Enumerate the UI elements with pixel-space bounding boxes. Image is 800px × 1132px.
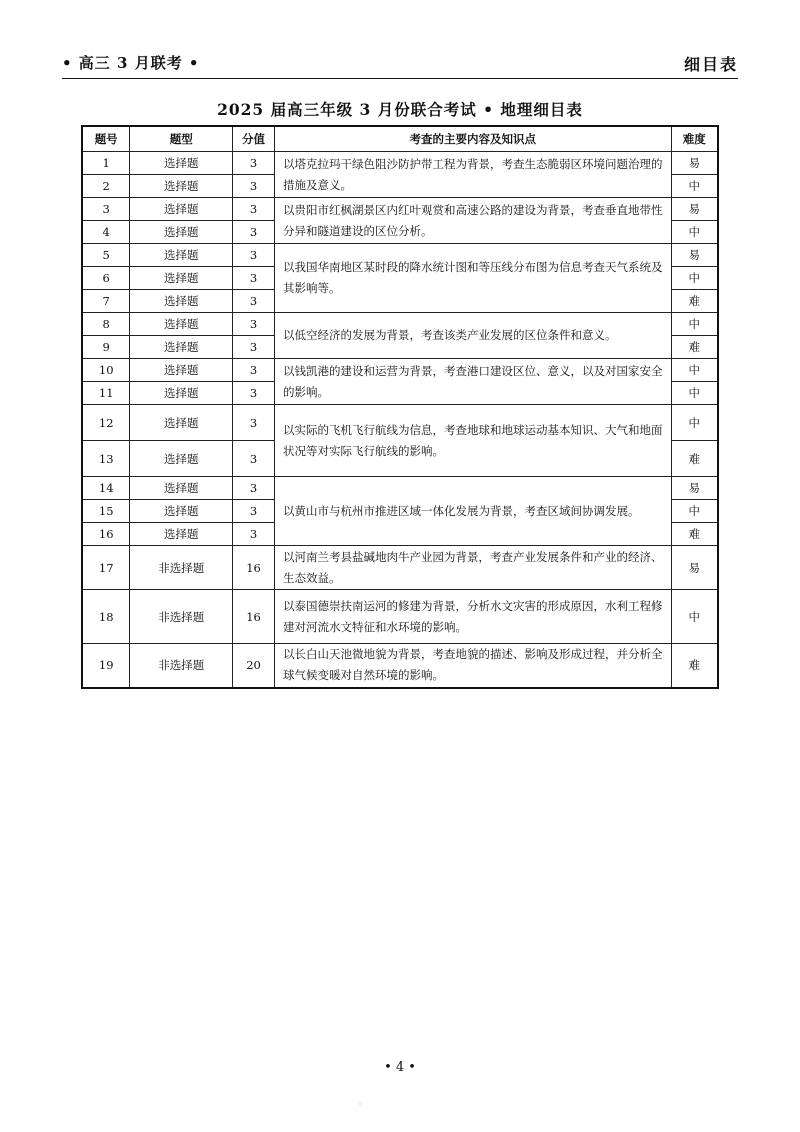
- question-difficulty: 中: [671, 500, 718, 523]
- question-type: 选择题: [130, 221, 233, 244]
- table-row: [82, 644, 718, 688]
- question-difficulty: 中: [671, 405, 718, 441]
- question-difficulty: 中: [671, 382, 718, 405]
- question-score: 3: [233, 313, 275, 336]
- question-type: 选择题: [130, 244, 233, 267]
- knowledge-content-text: 以塔克拉玛干绿色阻沙防护带工程为背景，考查生态脆弱区环境问题治理的措施及意义。: [282, 156, 663, 192]
- col-header-score: 分值: [233, 126, 275, 152]
- question-score: 3: [233, 267, 275, 290]
- question-score: 3: [233, 198, 275, 221]
- question-type: 选择题: [130, 477, 233, 500]
- question-type: 选择题: [130, 198, 233, 221]
- question-difficulty: 易: [671, 546, 718, 590]
- question-score: 3: [233, 405, 275, 441]
- table-row: [82, 405, 718, 441]
- question-score: 3: [233, 359, 275, 382]
- knowledge-content: [274, 644, 671, 688]
- question-difficulty: 中: [671, 313, 718, 336]
- knowledge-content: [274, 405, 671, 477]
- question-difficulty: 中: [671, 221, 718, 244]
- question-score: 3: [233, 441, 275, 477]
- question-number: 18: [82, 590, 130, 644]
- question-type: 选择题: [130, 359, 233, 382]
- question-type: 选择题: [130, 152, 233, 175]
- question-type: 选择题: [130, 441, 233, 477]
- question-score: 3: [233, 523, 275, 546]
- question-number: 19: [82, 644, 130, 688]
- knowledge-content: [274, 590, 671, 644]
- question-difficulty: 易: [671, 477, 718, 500]
- question-difficulty: 难: [671, 644, 718, 688]
- question-score: 3: [233, 336, 275, 359]
- question-difficulty: 难: [671, 523, 718, 546]
- question-type: 非选择题: [130, 644, 233, 688]
- question-number: 4: [82, 221, 130, 244]
- knowledge-content-text: 以钱凯港的建设和运营为背景，考查港口建设区位、意义，以及对国家安全的影响。: [282, 363, 663, 399]
- header-doc-type: 细目表: [683, 55, 738, 74]
- knowledge-content: [274, 359, 671, 405]
- table-row: [82, 152, 718, 175]
- table-row: [82, 590, 718, 644]
- question-score: 3: [233, 382, 275, 405]
- question-score: 3: [233, 477, 275, 500]
- knowledge-content: [274, 244, 671, 313]
- question-number: 7: [82, 290, 130, 313]
- question-score: 16: [233, 590, 275, 644]
- question-number: 3: [82, 198, 130, 221]
- col-header-type: 题型: [130, 126, 233, 152]
- question-type: 选择题: [130, 336, 233, 359]
- page-number: • 4 •: [384, 1060, 416, 1075]
- knowledge-content-text: 以贵阳市红枫湖景区内红叶观赏和高速公路的建设为背景，考查垂直地带性分异和隧道建设的区位分析。: [282, 202, 663, 238]
- knowledge-content: [274, 313, 671, 359]
- knowledge-content-text: 以黄山市与杭州市推进区域一体化发展为背景，考查区域间协调发展。: [282, 503, 640, 518]
- knowledge-content: [274, 198, 671, 244]
- question-number: 14: [82, 477, 130, 500]
- question-type: 选择题: [130, 500, 233, 523]
- col-header-content: 考查的主要内容及知识点: [274, 126, 671, 152]
- question-score: 3: [233, 152, 275, 175]
- question-type: 选择题: [130, 382, 233, 405]
- spec-table: [81, 125, 719, 689]
- question-score: 3: [233, 244, 275, 267]
- question-number: 12: [82, 405, 130, 441]
- question-number: 9: [82, 336, 130, 359]
- question-type: 选择题: [130, 523, 233, 546]
- question-type: 选择题: [130, 290, 233, 313]
- question-score: 3: [233, 175, 275, 198]
- col-header-difficulty: 难度: [671, 126, 718, 152]
- table-header-row: [82, 126, 718, 152]
- knowledge-content-text: 以实际的飞机飞行航线为信息，考查地球和地球运动基本知识、大气和地面状况等对实际飞行航线的影响。: [282, 422, 663, 458]
- question-type: 非选择题: [130, 546, 233, 590]
- question-score: 3: [233, 221, 275, 244]
- question-type: 选择题: [130, 313, 233, 336]
- question-type: 选择题: [130, 405, 233, 441]
- question-score: 3: [233, 290, 275, 313]
- question-difficulty: 易: [671, 198, 718, 221]
- table-row: [82, 477, 718, 500]
- table-row: [82, 359, 718, 382]
- question-difficulty: 难: [671, 290, 718, 313]
- knowledge-content-text: 以河南兰考县盐碱地肉牛产业园为背景，考查产业发展条件和产业的经济、生态效益。: [282, 549, 663, 585]
- question-type: 选择题: [130, 267, 233, 290]
- header-divider: [62, 78, 738, 79]
- knowledge-content-text: 以泰国德崇扶南运河的修建为背景，分析水文灾害的形成原因，水利工程修建对河流水文特征和水环境的影响。: [282, 598, 663, 634]
- table-row: [82, 244, 718, 267]
- question-difficulty: 中: [671, 359, 718, 382]
- knowledge-content-text: 以长白山天池微地貌为背景，考查地貌的描述、影响及形成过程，并分析全球气候变暖对自然环境的影响。: [282, 647, 663, 683]
- table-row: [82, 546, 718, 590]
- knowledge-content-text: 以低空经济的发展为背景，考查该类产业发展的区位条件和意义。: [282, 328, 617, 342]
- question-number: 11: [82, 382, 130, 405]
- page-title: 2025 届高三年级 3 月份联合考试 • 地理细目表: [217, 100, 583, 119]
- question-number: 6: [82, 267, 130, 290]
- knowledge-content: [274, 546, 671, 590]
- question-number: 1: [82, 152, 130, 175]
- question-number: 17: [82, 546, 130, 590]
- header-exam-name: • 高三 3 月联考 •: [62, 54, 200, 72]
- col-header-no: 题号: [82, 126, 130, 152]
- question-difficulty: 中: [671, 267, 718, 290]
- table-row: [82, 313, 718, 336]
- question-score: 20: [233, 644, 275, 688]
- question-number: 10: [82, 359, 130, 382]
- question-score: 3: [233, 500, 275, 523]
- knowledge-content: [274, 152, 671, 198]
- question-difficulty: 中: [671, 590, 718, 644]
- question-number: 2: [82, 175, 130, 198]
- question-difficulty: 难: [671, 441, 718, 477]
- question-number: 13: [82, 441, 130, 477]
- question-number: 16: [82, 523, 130, 546]
- question-number: 8: [82, 313, 130, 336]
- knowledge-content-text: 以我国华南地区某时段的降水统计图和等压线分布图为信息考查天气系统及其影响等。: [282, 260, 663, 295]
- table-row: [82, 198, 718, 221]
- question-number: 5: [82, 244, 130, 267]
- scan-mark: ◦: [358, 1100, 363, 1109]
- question-type: 选择题: [130, 175, 233, 198]
- question-number: 15: [82, 500, 130, 523]
- question-difficulty: 易: [671, 152, 718, 175]
- question-difficulty: 中: [671, 175, 718, 198]
- knowledge-content: [274, 477, 671, 546]
- question-score: 16: [233, 546, 275, 590]
- question-difficulty: 难: [671, 336, 718, 359]
- question-type: 非选择题: [130, 590, 233, 644]
- question-difficulty: 易: [671, 244, 718, 267]
